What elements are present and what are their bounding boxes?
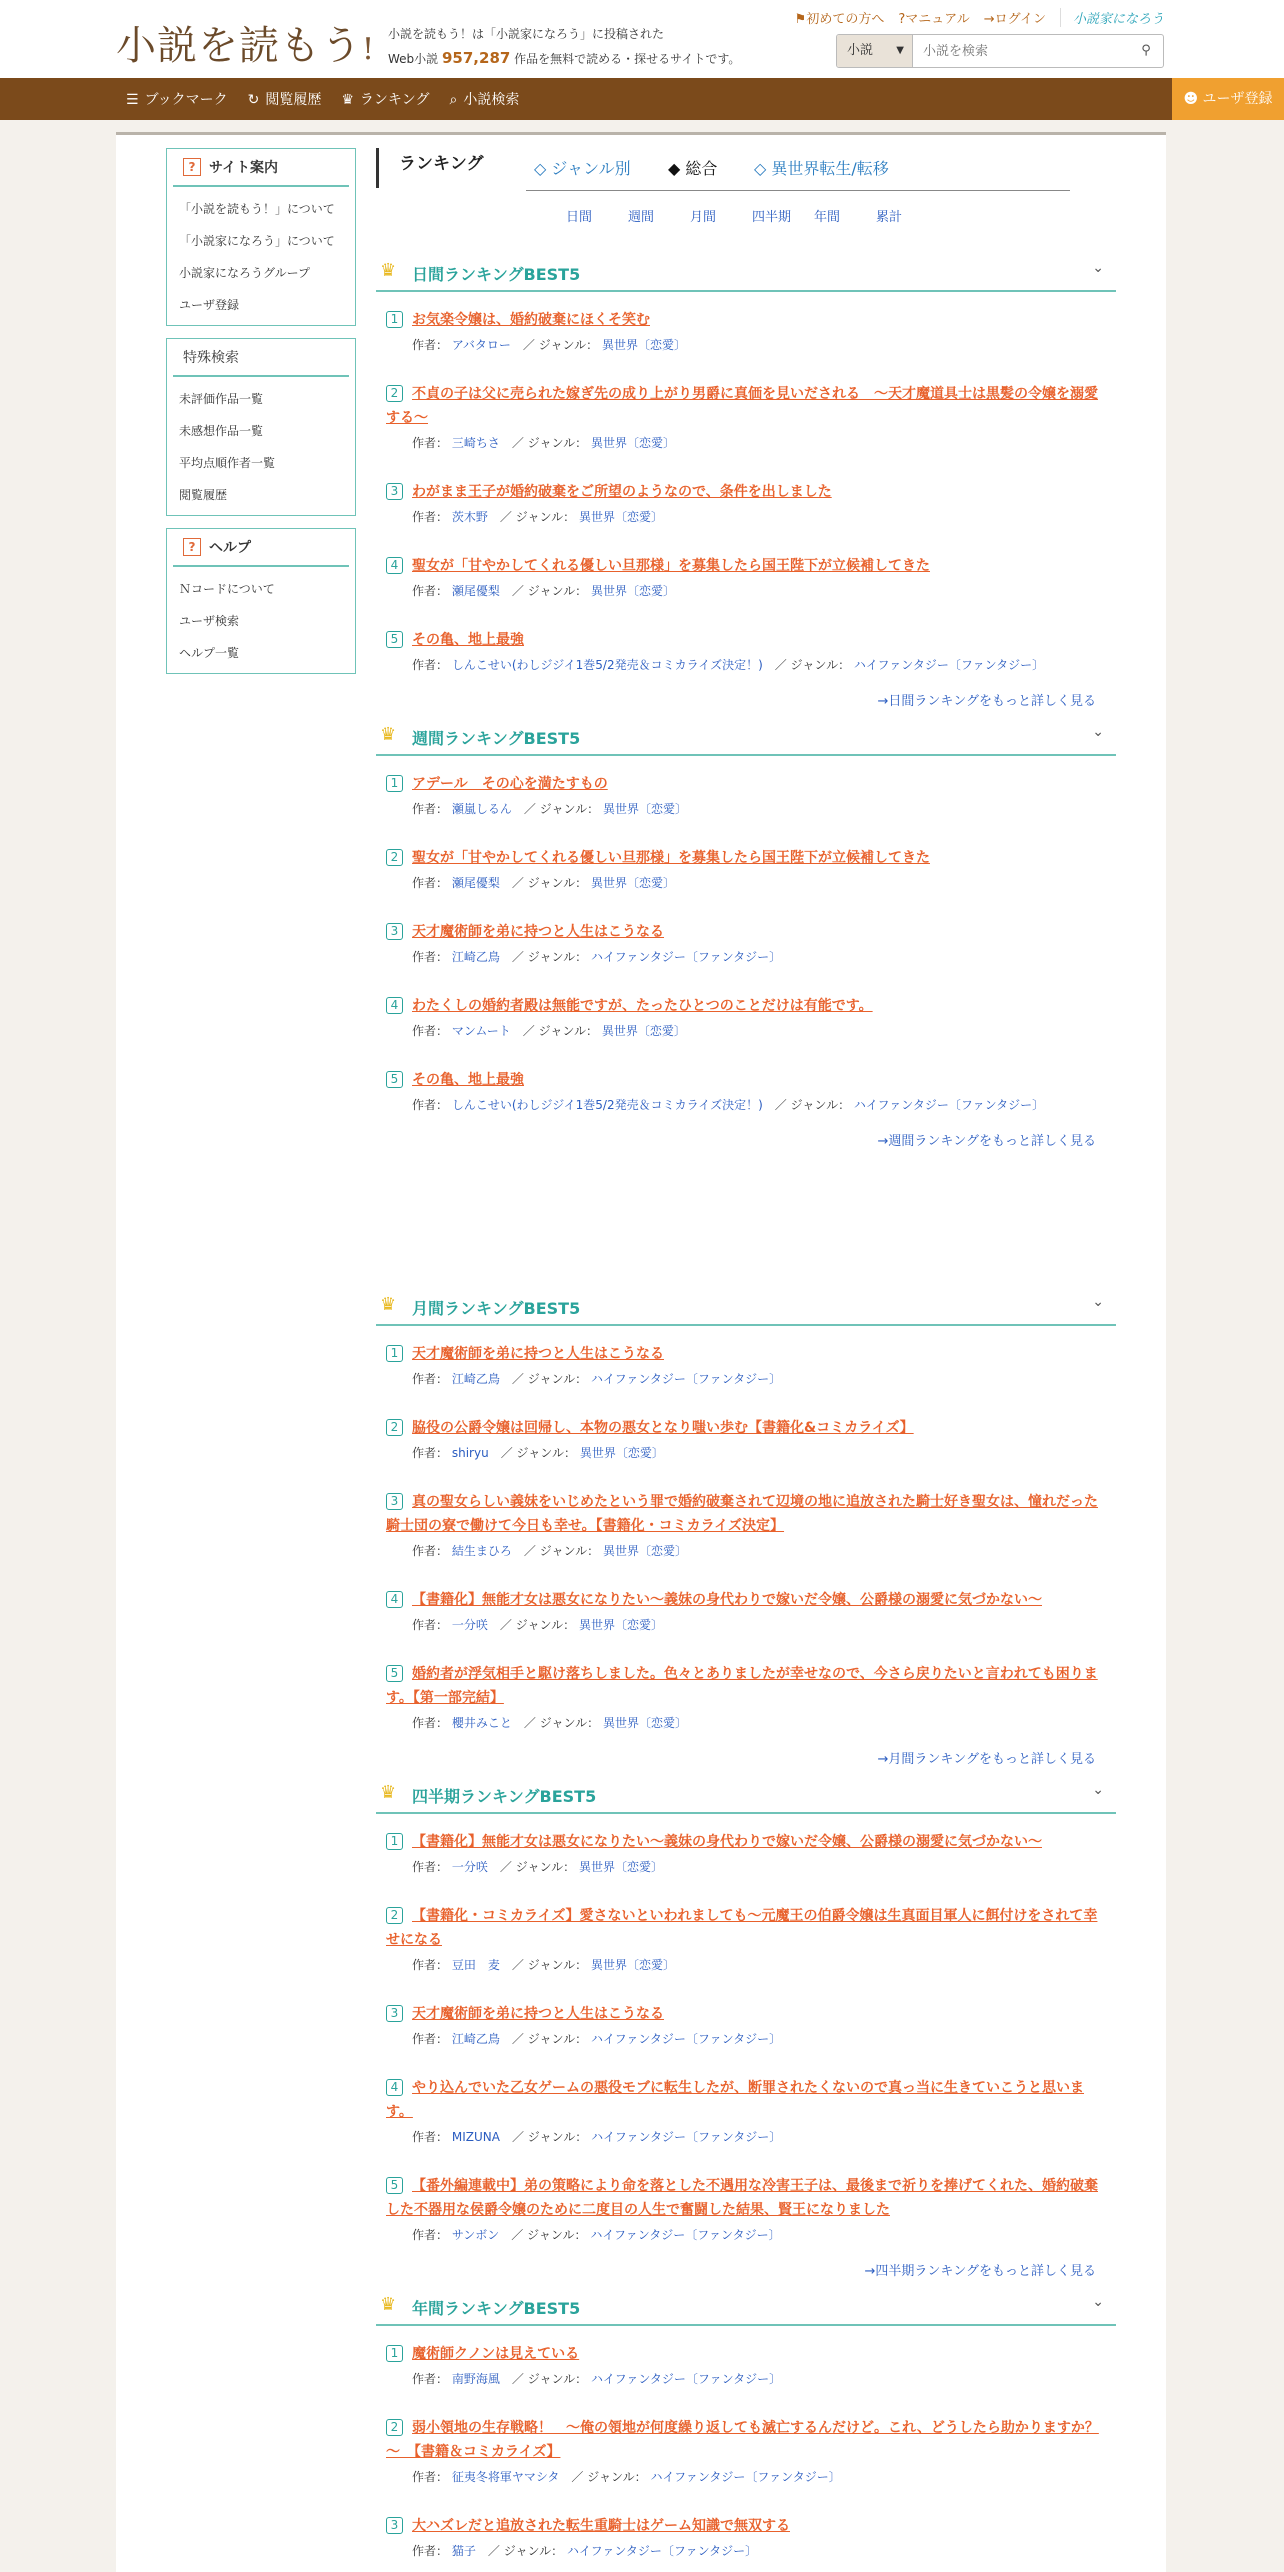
special-search-title: 特殊検索 [173, 339, 349, 377]
author-label: 作者： [412, 1446, 449, 1460]
novel-title-link[interactable]: 魔術師クノンは見えている [412, 2346, 580, 2362]
ranking-entry [386, 2174, 1106, 2246]
author-link[interactable]: 瀬尾優梨 [451, 876, 500, 890]
chevron-down-icon: ▼ [896, 45, 904, 56]
novel-meta [386, 1442, 1106, 1464]
genre-label: ／ ジャンル： [571, 2470, 647, 2484]
genre-label: ／ ジャンル： [511, 876, 588, 890]
section-header[interactable] [376, 2284, 1116, 2326]
author-label: 作者： [412, 1024, 449, 1038]
site-tagline [388, 22, 740, 71]
ranking-entry [386, 2416, 1106, 2488]
novel-meta [386, 798, 1106, 820]
novel-title-link[interactable]: その亀、地上最強 [412, 1072, 524, 1088]
rank-number: 1 [386, 1345, 403, 1362]
author-link[interactable]: しんこせい(わしジジイ1巻5/2発売＆コミカライズ決定！) [451, 1098, 763, 1112]
novel-meta [386, 1094, 1106, 1116]
sidebar-item-about-yomou[interactable]: 「小説を読もう！」について [179, 202, 335, 216]
author-label: 作者： [412, 802, 449, 816]
author-link[interactable]: MIZUNA [451, 2130, 500, 2144]
login-link[interactable]: →ログイン [983, 12, 1046, 27]
period-links [566, 206, 938, 225]
rank-number: 1 [386, 2345, 403, 2362]
author-label: 作者： [412, 2130, 449, 2144]
author-link[interactable]: サンボン [451, 2228, 500, 2242]
period-daily[interactable]: 日間 [566, 210, 593, 225]
rank-number: 2 [386, 1419, 403, 1436]
rank-number: 2 [386, 1907, 403, 1924]
novel-meta [386, 432, 1106, 454]
bookmark-icon: ☰ [126, 92, 139, 108]
novel-meta [386, 1020, 1106, 1042]
genre-link[interactable]: 異世界〔恋愛〕 [602, 802, 687, 816]
history-icon: ↻ [247, 92, 260, 108]
top-links [795, 8, 1164, 27]
crown-icon: ♛ [380, 1782, 397, 1803]
genre-link[interactable]: 異世界〔恋愛〕 [578, 510, 663, 524]
novel-meta [386, 1712, 1106, 1734]
genre-link[interactable]: 異世界〔恋愛〕 [590, 436, 675, 450]
rank-number: 2 [386, 2419, 403, 2436]
author-link[interactable]: 瀬尾優梨 [451, 584, 500, 598]
rank-number: 3 [386, 2005, 403, 2022]
more-ranking-link[interactable]: →月間ランキングをもっと詳しく見る [877, 1752, 1096, 1767]
ranking-entry [386, 382, 1106, 454]
rank-number: 3 [386, 483, 403, 500]
ranking-entry [386, 1490, 1106, 1562]
author-label: 作者： [412, 338, 449, 352]
author-label: 作者： [412, 1618, 449, 1632]
novel-title-link[interactable]: 婚約者が浮気相手と駆け落ちしました。色々とありましたが幸せなので、今さら戻りたいと言われても困ります。【第一部完結】 [386, 1666, 1098, 1706]
novel-meta [386, 1856, 1106, 1878]
novel-meta [386, 2126, 1106, 2148]
ranking-entry [386, 1904, 1106, 1976]
ranking-entry [386, 1588, 1106, 1636]
rank-number: 4 [386, 2079, 403, 2096]
sidebar-item-unrated[interactable]: 未評価作品一覧 [179, 392, 264, 406]
genre-label: ／ ジャンル： [499, 1618, 576, 1632]
novel-title-link[interactable]: 天才魔術師を弟に持つと人生はこうなる [412, 2006, 664, 2022]
genre-label: ／ ジャンル： [523, 1716, 600, 1730]
author-link[interactable]: 江崎乙鳥 [451, 950, 500, 964]
genre-label: ／ ジャンル： [487, 2544, 564, 2558]
rank-number: 2 [386, 385, 403, 402]
genre-link[interactable]: ハイファンタジー〔ファンタジー〕 [590, 2032, 782, 2046]
author-label: 作者： [412, 1544, 449, 1558]
crown-icon: ♛ [380, 1294, 397, 1315]
author-label: 作者： [412, 1372, 449, 1386]
sidebar-item-user-search[interactable]: ユーザ検索 [179, 614, 240, 628]
genre-link[interactable]: 異世界〔恋愛〕 [578, 1860, 663, 1874]
novel-meta [386, 506, 1106, 528]
tagline-line-1: 小説を読もう！は「小説家になろう」に投稿された [388, 27, 665, 41]
novel-meta [386, 1954, 1106, 1976]
sidebar-site-guide [166, 148, 356, 326]
author-label: 作者： [412, 1958, 449, 1972]
genre-link[interactable]: 異世界〔恋愛〕 [602, 1716, 687, 1730]
search-button[interactable] [1129, 35, 1163, 67]
genre-label: ／ ジャンル： [511, 2228, 587, 2242]
genre-link[interactable]: 異世界〔恋愛〕 [601, 1024, 686, 1038]
genre-link[interactable]: ハイファンタジー〔ファンタジー〕 [590, 2228, 781, 2242]
novel-meta [386, 2466, 1106, 2488]
sidebar-item-help-list[interactable]: ヘルプ一覧 [179, 646, 240, 660]
more-ranking-link[interactable]: →四半期ランキングをもっと詳しく見る [864, 2264, 1096, 2279]
genre-label: ／ ジャンル： [523, 802, 600, 816]
sidebar-item-ncode[interactable]: Ｎコードについて [179, 582, 275, 596]
author-label: 作者： [412, 2544, 449, 2558]
search-type-select[interactable]: 小説 ▼ [837, 35, 913, 67]
more-ranking-link[interactable]: →週間ランキングをもっと詳しく見る [877, 1134, 1096, 1149]
novel-title-link[interactable]: わがまま王子が婚約破棄をご所望のようなので、条件を出しました [412, 484, 832, 500]
ranking-entry [386, 1416, 1106, 1464]
author-label: 作者： [412, 2228, 449, 2242]
genre-label: ／ ジャンル： [523, 1544, 600, 1558]
user-icon: ☻ [1183, 91, 1203, 107]
author-link[interactable]: 一分咲 [451, 1860, 488, 1874]
rank-number: 3 [386, 2517, 403, 2534]
genre-label: ／ ジャンル： [511, 1958, 588, 1972]
crown-icon: ♛ [341, 92, 354, 108]
beginner-icon: ⚑ [794, 12, 807, 27]
rank-number: 1 [386, 1833, 403, 1850]
novel-title-link[interactable]: 弱小領地の生存戦略！ ～俺の領地が何度繰り返しても滅亡するんだけど。これ、どうしたら助かりますか？～ 【書籍＆コミカライズ】 [386, 2420, 1099, 2460]
author-link[interactable]: 江崎乙鳥 [451, 1372, 500, 1386]
period-yearly[interactable]: 年間 [814, 210, 841, 225]
novel-title-link[interactable]: 脇役の公爵令嬢は回帰し、本物の悪女となり嗤い歩む【書籍化&コミカライズ】 [412, 1420, 914, 1436]
genre-link[interactable]: ハイファンタジー〔ファンタジー〕 [591, 2130, 782, 2144]
genre-label: ／ ジャンル： [511, 950, 588, 964]
author-link[interactable]: 江崎乙鳥 [451, 2032, 500, 2046]
novel-meta [386, 334, 1106, 356]
novel-meta [386, 946, 1106, 968]
section-title: 月間ランキングBEST5 [412, 1299, 581, 1318]
novel-meta [386, 2224, 1106, 2246]
section-header[interactable] [376, 1284, 1116, 1326]
genre-label: ／ ジャンル： [511, 1372, 588, 1386]
author-label: 作者： [412, 950, 449, 964]
search-bar [836, 34, 1164, 68]
ranking-entry [386, 308, 1106, 356]
ranking-entry [386, 772, 1106, 820]
genre-link[interactable]: ハイファンタジー〔ファンタジー〕 [853, 658, 1045, 672]
help-icon: ? [183, 158, 201, 176]
nav-history[interactable]: ↻ 閲覧履歴 [247, 92, 322, 108]
site-header [0, 0, 1284, 78]
author-link[interactable]: 結生まひろ [451, 1544, 512, 1558]
novel-title-link[interactable]: 【書籍化】無能才女は悪女になりたい～義妹の身代わりで嫁いだ令嬢、公爵様の溺愛に気づかない～ [412, 1834, 1042, 1850]
ranking-entry [386, 1342, 1106, 1390]
author-label: 作者： [412, 436, 449, 450]
nav-search[interactable]: ⌕ 小説検索 [449, 92, 520, 108]
genre-label: ／ ジャンル： [774, 1098, 851, 1112]
novel-title-link[interactable]: 天才魔術師を弟に持つと人生はこうなる [412, 1346, 664, 1362]
genre-link[interactable]: 異世界〔恋愛〕 [590, 876, 675, 890]
genre-link[interactable]: ハイファンタジー〔ファンタジー〕 [566, 2544, 758, 2558]
ranking-section [376, 714, 1116, 1149]
logo-text: 小説を読もう [116, 23, 362, 69]
ranking-entry [386, 2076, 1106, 2148]
sidebar-special-search [166, 338, 356, 516]
ranking-section [376, 1772, 1116, 2279]
novel-meta [386, 2368, 1106, 2390]
rank-number: 1 [386, 775, 403, 792]
rank-number: 5 [386, 1071, 403, 1088]
novel-title-link[interactable]: 聖女が「甘やかしてくれる優しい旦那様」を募集したら国王陛下が立候補してきた [412, 558, 930, 574]
sidebar-help [166, 528, 356, 674]
novel-meta [386, 654, 1106, 676]
novel-title-link[interactable]: 【番外編連載中】弟の策略により命を落とした不遇用な冷害王子は、最後まで祈りを捧げてくれた、婚約破棄した不器用な侯爵令嬢のために二度目の人生で奮闘した結果、賢王になりました [386, 2178, 1098, 2218]
site-guide-title: ? サイト案内 [173, 149, 349, 187]
section-title: 年間ランキングBEST5 [412, 2299, 581, 2318]
author-link[interactable]: shiryu [451, 1446, 489, 1460]
author-label: 作者： [412, 1860, 449, 1874]
novel-meta [386, 2540, 1106, 2562]
ranking-entry [386, 554, 1106, 602]
novel-title-link[interactable]: 【書籍化】無能才女は悪女になりたい～義妹の身代わりで嫁いだ令嬢、公爵様の溺愛に気づかない～ [412, 1592, 1042, 1608]
period-quarterly[interactable]: 四半期 [752, 210, 792, 225]
ranking-section [376, 250, 1116, 709]
help-icon: ? [183, 538, 201, 556]
rank-number: 5 [386, 2177, 403, 2194]
author-label: 作者： [412, 2032, 449, 2046]
chevron-down-icon[interactable]: ⌄ [1092, 724, 1104, 740]
tab-genre[interactable]: ◇ ジャンル別 [534, 159, 631, 178]
narou-brand-link[interactable]: 小説家になろう [1060, 8, 1164, 27]
ranking-entry [386, 1662, 1106, 1734]
genre-link[interactable]: 異世界〔恋愛〕 [602, 1544, 687, 1558]
author-link[interactable]: 豆田 麦 [451, 1958, 500, 1972]
sidebar-item-about-narou[interactable]: 「小説家になろう」について [179, 234, 335, 248]
novel-title-link[interactable]: わたくしの婚約者殿は無能ですが、たったひとつのことだけは有能です。 [412, 998, 873, 1014]
nav-ranking[interactable]: ♛ ランキング [341, 92, 430, 108]
ranking-entry [386, 2002, 1106, 2050]
author-label: 作者： [412, 1098, 449, 1112]
rank-number: 4 [386, 1591, 403, 1608]
novel-meta [386, 2028, 1106, 2050]
novel-meta [386, 872, 1106, 894]
novel-meta [386, 580, 1106, 602]
chevron-down-icon[interactable]: ⌄ [1092, 1782, 1104, 1798]
main-nav [0, 78, 1284, 120]
novel-meta [386, 1368, 1106, 1390]
author-label: 作者： [412, 1716, 449, 1730]
manual-link[interactable]: ?マニュアル [898, 12, 970, 27]
tab-ranking[interactable]: ランキング [376, 148, 484, 188]
ranking-entry [386, 1068, 1106, 1116]
genre-label: ／ ジャンル： [499, 510, 576, 524]
ranking-entry [386, 846, 1106, 894]
tab-overall[interactable]: ◆ 総合 [668, 159, 718, 178]
ranking-entry [386, 920, 1106, 968]
crown-icon: ♛ [380, 260, 397, 281]
ranking-entry [386, 480, 1106, 528]
rank-number: 4 [386, 997, 403, 1014]
site-logo[interactable] [116, 14, 375, 71]
genre-link[interactable]: ハイファンタジー〔ファンタジー〕 [650, 2470, 841, 2484]
genre-label: ／ ジャンル： [774, 658, 851, 672]
rank-number: 3 [386, 1493, 403, 1510]
genre-label: ／ ジャンル： [511, 2032, 588, 2046]
section-title: 週間ランキングBEST5 [412, 729, 581, 748]
chevron-down-icon[interactable]: ⌄ [1092, 260, 1104, 276]
novel-title-link[interactable]: その亀、地上最強 [412, 632, 524, 648]
author-label: 作者： [412, 2372, 449, 2386]
novel-title-link[interactable]: 不貞の子は父に売られた嫁ぎ先の成り上がり男爵に真価を見いだされる 〜天才魔道具士は黒髪の令嬢を溺愛する〜 [386, 386, 1098, 426]
novel-title-link[interactable]: お気楽令嬢は、婚約破棄にほくそ笑む [412, 312, 650, 328]
genre-link[interactable]: 異世界〔恋愛〕 [578, 1618, 663, 1632]
novel-meta [386, 1540, 1106, 1562]
genre-link[interactable]: 異世界〔恋愛〕 [590, 1958, 675, 1972]
author-link[interactable]: アバタロー [451, 338, 511, 352]
section-header[interactable] [376, 250, 1116, 292]
rank-number: 3 [386, 923, 403, 940]
section-title: 日間ランキングBEST5 [412, 265, 581, 284]
logo-mark: ! [362, 32, 376, 67]
genre-label: ／ ジャンル： [511, 436, 588, 450]
sidebar-item-no-review[interactable]: 未感想作品一覧 [179, 424, 264, 438]
crown-icon: ♛ [380, 724, 397, 745]
author-link[interactable]: 一分咲 [451, 1618, 488, 1632]
help-title: ? ヘルプ [173, 529, 349, 567]
tagline-suffix: 作品を無料で読める・探せるサイトです。 [514, 52, 741, 66]
rank-number: 2 [386, 849, 403, 866]
genre-link[interactable]: ハイファンタジー〔ファンタジー〕 [590, 950, 782, 964]
genre-link[interactable]: 異世界〔恋愛〕 [579, 1446, 664, 1460]
novel-title-link[interactable]: 【書籍化・コミカライズ】愛さないといわれましても～元魔王の伯爵令嬢は生真面目軍人に餌付けをされて幸せになる [386, 1908, 1098, 1948]
novel-title-link[interactable]: 真の聖女らしい義妹をいじめたという罪で婚約破棄されて辺境の地に追放された騎士好き聖女は、憧れだった騎士団の寮で働けて今日も幸せ。【書籍化・コミカライズ決定】 [386, 1494, 1098, 1534]
tab-divider [526, 190, 1070, 191]
novel-count: 957,287 [442, 49, 511, 67]
search-input[interactable] [913, 35, 1129, 67]
genre-label: ／ ジャンル： [500, 1446, 576, 1460]
ranking-section [376, 2284, 1116, 2562]
author-label: 作者： [412, 2470, 449, 2484]
genre-link[interactable]: ハイファンタジー〔ファンタジー〕 [590, 2372, 782, 2386]
novel-title-link[interactable]: アデール その心を満たすもの [412, 776, 608, 792]
period-monthly[interactable]: 月間 [690, 210, 717, 225]
ranking-section [376, 1284, 1116, 1767]
section-header[interactable] [376, 1772, 1116, 1814]
sidebar-item-group[interactable]: 小説家になろうグループ [179, 266, 311, 280]
rank-number: 1 [386, 311, 403, 328]
ranking-entry [386, 2342, 1106, 2390]
author-link[interactable]: しんこせい(わしジジイ1巻5/2発売＆コミカライズ決定！) [451, 658, 763, 672]
novel-title-link[interactable]: やり込んでいた乙女ゲームの悪役モブに転生したが、断罪されたくないので真っ当に生きていこうと思います。 [386, 2080, 1084, 2120]
rank-number: 5 [386, 631, 403, 648]
author-link[interactable]: マンムート [451, 1024, 511, 1038]
sidebar-item-register[interactable]: ユーザ登録 [179, 298, 240, 312]
genre-label: ／ ジャンル： [511, 2130, 588, 2144]
more-ranking-link[interactable]: →日間ランキングをもっと詳しく見る [877, 694, 1096, 709]
login-icon: → [983, 12, 995, 27]
section-title: 四半期ランキングBEST5 [412, 1787, 597, 1806]
author-link[interactable]: 櫻井みこと [451, 1716, 512, 1730]
ranking-entry [386, 1830, 1106, 1878]
author-link[interactable]: 茨木野 [451, 510, 488, 524]
author-link[interactable]: 南野海風 [451, 2372, 500, 2386]
genre-link[interactable]: 異世界〔恋愛〕 [590, 584, 675, 598]
sidebar-item-avg-score[interactable]: 平均点順作者一覧 [179, 456, 276, 470]
novel-title-link[interactable]: 聖女が「甘やかしてくれる優しい旦那様」を募集したら国王陛下が立候補してきた [412, 850, 930, 866]
novel-title-link[interactable]: 大ハズレだと追放された転生重騎士はゲーム知識で無双する [412, 2518, 790, 2534]
genre-link[interactable]: ハイファンタジー〔ファンタジー〕 [853, 1098, 1045, 1112]
period-weekly[interactable]: 週間 [628, 210, 655, 225]
search-icon: ⚲ [1141, 43, 1151, 58]
author-label: 作者： [412, 510, 449, 524]
author-link[interactable]: 猫子 [451, 2544, 476, 2558]
chevron-down-icon[interactable]: ⌄ [1092, 1294, 1104, 1310]
search-icon: ⌕ [449, 92, 458, 108]
manual-icon: ? [898, 12, 906, 27]
author-link[interactable]: 征夷冬将軍ヤマシタ [451, 2470, 560, 2484]
ranking-entry [386, 2514, 1106, 2562]
genre-link[interactable]: ハイファンタジー〔ファンタジー〕 [590, 1372, 782, 1386]
author-label: 作者： [412, 658, 449, 672]
novel-meta [386, 1614, 1106, 1636]
genre-label: ／ ジャンル： [522, 1024, 599, 1038]
author-label: 作者： [412, 584, 449, 598]
genre-label: ／ ジャンル： [499, 1860, 576, 1874]
author-label: 作者： [412, 876, 449, 890]
section-header[interactable] [376, 714, 1116, 756]
author-link[interactable]: 三崎ちさ [451, 436, 500, 450]
rank-number: 5 [386, 1665, 403, 1682]
genre-label: ／ ジャンル： [511, 2372, 588, 2386]
novel-title-link[interactable]: 天才魔術師を弟に持つと人生はこうなる [412, 924, 664, 940]
crown-icon: ♛ [380, 2294, 397, 2315]
tagline-prefix: Web小説 [388, 52, 439, 66]
tab-isekai[interactable]: ◇ 異世界転生/転移 [754, 159, 889, 178]
genre-label: ／ ジャンル： [522, 338, 599, 352]
author-link[interactable]: 瀬嵐しるん [451, 802, 512, 816]
period-total[interactable]: 累計 [876, 210, 903, 225]
genre-link[interactable]: 異世界〔恋愛〕 [602, 338, 687, 352]
beginner-link[interactable]: ⚑初めての方へ [794, 12, 885, 27]
chevron-down-icon[interactable]: ⌄ [1092, 2294, 1104, 2310]
ranking-entry [386, 994, 1106, 1042]
sidebar-item-history[interactable]: 閲覧履歴 [179, 488, 228, 502]
nav-bookmark[interactable]: ☰ ブックマーク [126, 92, 228, 108]
ranking-entry [386, 628, 1106, 676]
genre-label: ／ ジャンル： [511, 584, 588, 598]
rank-number: 4 [386, 557, 403, 574]
register-button[interactable]: ☻ ユーザ登録 [1172, 78, 1284, 120]
ranking-tabs [376, 148, 1096, 188]
